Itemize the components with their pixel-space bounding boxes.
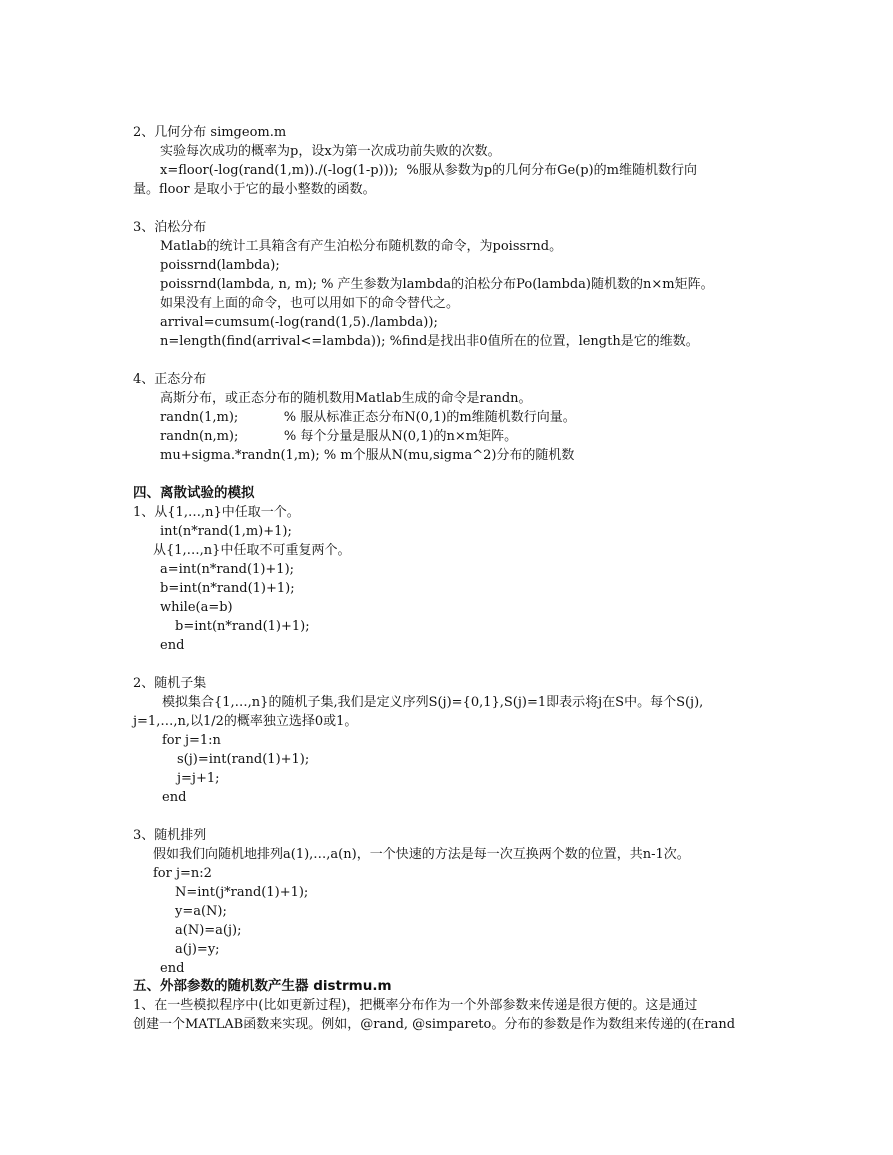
code-line: mu+sigma.*randn(1,m); % m个服从N(mu,sigma^2)分布的随机数: [160, 448, 575, 463]
code-line: while(a=b): [160, 600, 233, 615]
paragraph-line: 量。floor 是取小于它的最小整数的函数。: [133, 182, 376, 197]
paragraph-line: 高斯分布，或正态分布的随机数用Matlab生成的命令是randn。: [160, 391, 532, 406]
code-line: N=int(j*rand(1)+1);: [175, 885, 309, 900]
code-line: randn(n,m); % 每个分量是服从N(0,1)的n×m矩阵。: [160, 429, 518, 444]
code-line: arrival=cumsum(-log(rand(1,5)./lambda));: [160, 315, 438, 330]
code-line: x=floor(-log(rand(1,m))./(-log(1-p))); %服从参数为p的几何分布Ge(p)的m维随机数行向: [160, 163, 697, 178]
paragraph-line: 模拟集合{1,…,n}的随机子集,我们是定义序列S(j)={0,1},S(j)=1即表示将j在S中。每个S(j),: [162, 695, 704, 710]
code-line: end: [160, 638, 185, 653]
section-title-geometric: 2、几何分布 simgeom.m: [133, 125, 287, 140]
code-line: b=int(n*rand(1)+1);: [160, 581, 295, 596]
code-line: for j=1:n: [162, 733, 221, 748]
code-line: s(j)=int(rand(1)+1);: [177, 752, 310, 767]
paragraph-line: 从{1,…,n}中任取不可重复两个。: [153, 543, 351, 558]
heading-discrete-simulation: 四、离散试验的模拟: [133, 485, 255, 501]
paragraph-line: 实验每次成功的概率为p，设x为第一次成功前失败的次数。: [160, 144, 501, 159]
code-line: end: [162, 790, 187, 805]
subsection-title: 1、从{1,…,n}中任取一个。: [133, 505, 300, 520]
code-line: a=int(n*rand(1)+1);: [160, 562, 295, 577]
code-line: a(j)=y;: [175, 942, 220, 957]
code-line: end: [160, 961, 185, 976]
code-line: n=length(find(arrival<=lambda)); %find是找出非0值所在的位置，length是它的维数。: [160, 334, 699, 349]
section-title-poisson: 3、泊松分布: [133, 220, 207, 235]
paragraph-line: 1、在一些模拟程序中(比如更新过程)，把概率分布作为一个外部参数来传递是很方便的。这是通过: [133, 998, 698, 1013]
code-line: a(N)=a(j);: [175, 923, 242, 938]
paragraph-line: 创建一个MATLAB函数来实现。例如，@rand, @simpareto。分布的参数是作为数组来传递的(在rand: [133, 1017, 736, 1032]
code-line: int(n*rand(1,m)+1);: [160, 524, 292, 539]
code-line: b=int(n*rand(1)+1);: [175, 619, 310, 634]
heading-external-rng: 五、外部参数的随机数产生器 distrmu.m: [133, 978, 392, 994]
paragraph-line: j=1,…,n,以1/2的概率独立选择0或1。: [133, 714, 358, 729]
code-line: j=j+1;: [177, 771, 220, 786]
code-line: y=a(N);: [175, 904, 227, 919]
code-line: poissrnd(lambda, n, m); % 产生参数为lambda的泊松分布Po(lambda)随机数的n×m矩阵。: [160, 277, 714, 292]
subsection-title: 3、随机排列: [133, 828, 207, 843]
code-line: randn(1,m); % 服从标准正态分布N(0,1)的m维随机数行向量。: [160, 410, 576, 425]
section-title-normal: 4、正态分布: [133, 372, 207, 387]
paragraph-line: Matlab的统计工具箱含有产生泊松分布随机数的命令，为poissrnd。: [160, 239, 563, 254]
paragraph-line: 如果没有上面的命令，也可以用如下的命令替代之。: [160, 296, 460, 311]
paragraph-line: 假如我们向随机地排列a(1),…,a(n)，一个快速的方法是每一次互换两个数的位置，共n-1次。: [153, 847, 690, 862]
code-line: poissrnd(lambda);: [160, 258, 280, 273]
subsection-title: 2、随机子集: [133, 676, 207, 691]
code-line: for j=n:2: [153, 866, 212, 881]
